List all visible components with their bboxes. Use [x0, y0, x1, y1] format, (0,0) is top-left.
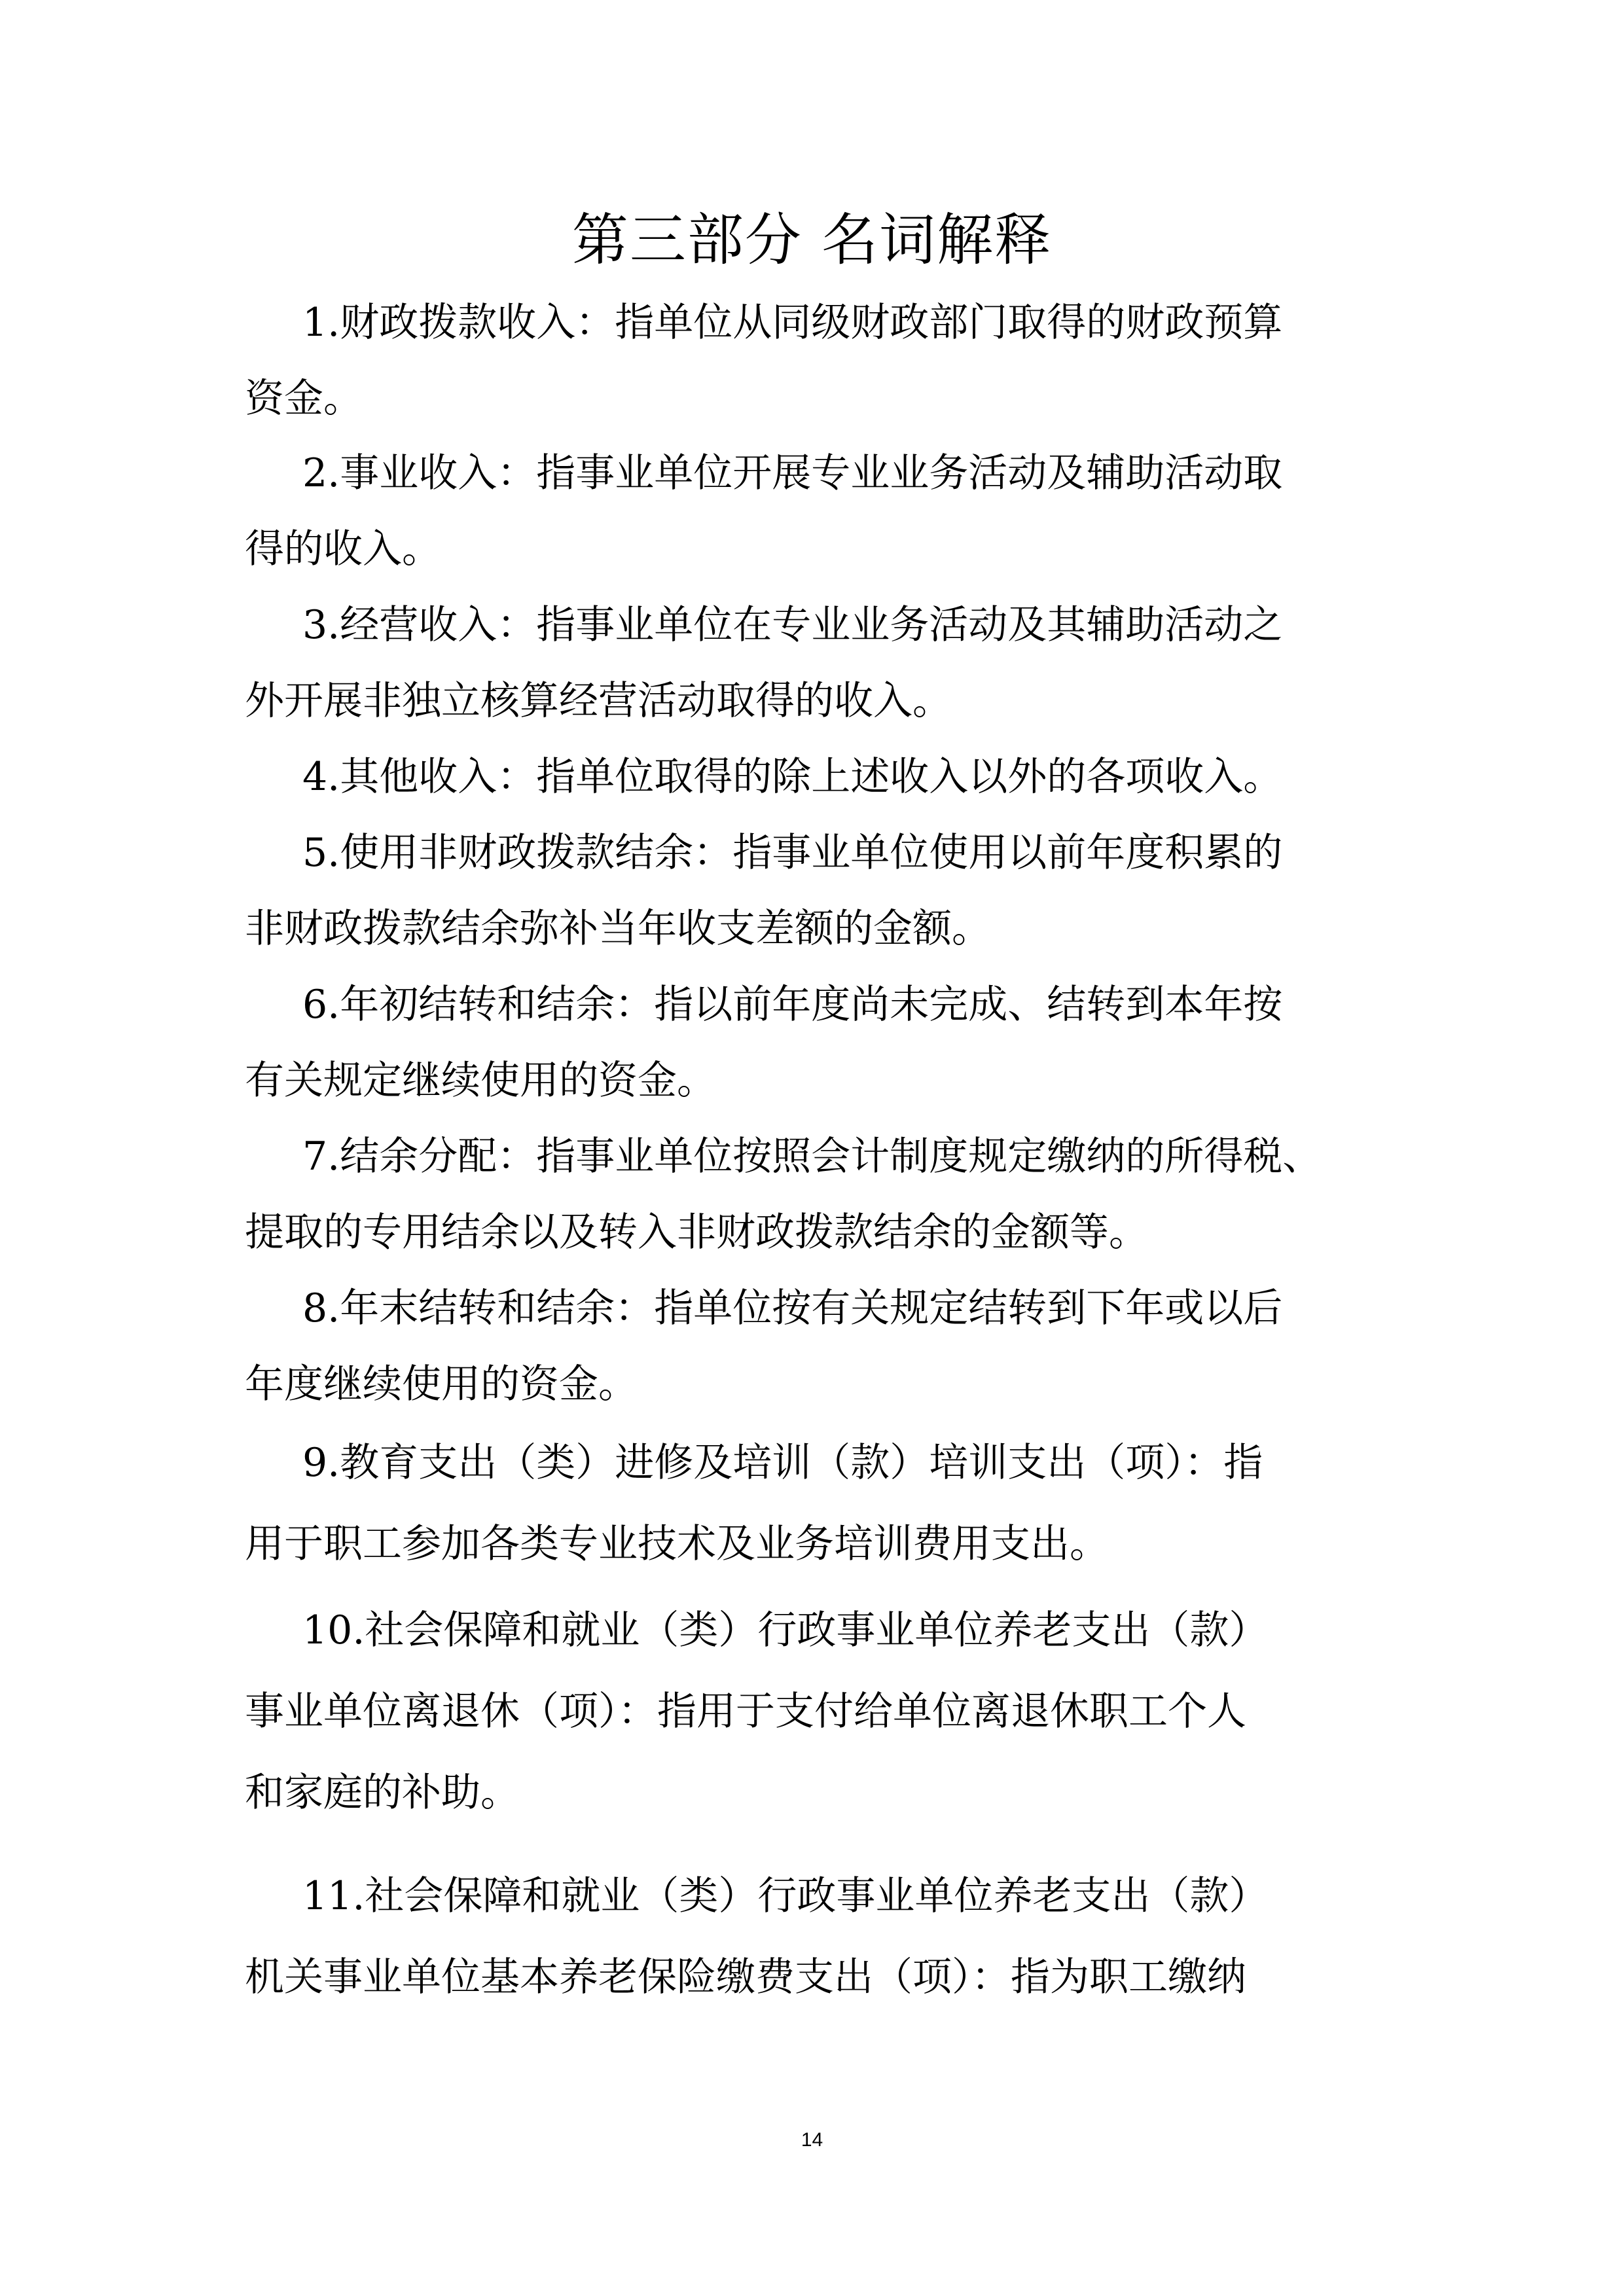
definition-line: 9.教育支出（类）进修及培训（款）培训支出（项）：指 [302, 1440, 1263, 1486]
definition-line: 外开展非独立核算经营活动取得的收入。 [245, 678, 952, 724]
definition-line: 提取的专用结余以及转入非财政拨款结余的金额等。 [245, 1210, 1148, 1255]
definition-line: 8.年末结转和结余：指单位按有关规定结转到下年或以后 [302, 1285, 1283, 1331]
definition-line: 机关事业单位基本养老保险缴费支出（项）：指为职工缴纳 [245, 1954, 1246, 2000]
definition-line: 7.结余分配：指事业单位按照会计制度规定缴纳的所得税、 [302, 1134, 1322, 1179]
definition-line: 有关规定继续使用的资金。 [245, 1058, 716, 1103]
definition-line: 得的收入。 [245, 526, 441, 572]
page-number: 14 [801, 2129, 823, 2151]
definition-line: 非财政拨款结余弥补当年收支差额的金额。 [245, 906, 991, 952]
definition-line: 用于职工参加各类专业技术及业务培训费用支出。 [245, 1521, 1109, 1567]
definition-line: 事业单位离退休（项）：指用于支付给单位离退休职工个人 [245, 1689, 1246, 1734]
page-title: 第三部分 名词解释 [571, 207, 1053, 273]
definition-line: 11.社会保障和就业（类）行政事业单位养老支出（款） [302, 1873, 1269, 1919]
definition-line: 资金。 [245, 376, 363, 422]
definition-line: 1.财政拨款收入：指单位从同级财政部门取得的财政预算 [302, 300, 1283, 346]
definition-line: 和家庭的补助。 [245, 1770, 520, 1816]
definition-line: 2.事业收入：指事业单位开展专业业务活动及辅助活动取 [302, 450, 1283, 496]
definition-line: 3.经营收入：指事业单位在专业业务活动及其辅助活动之 [302, 602, 1283, 648]
definition-line: 年度继续使用的资金。 [245, 1361, 638, 1407]
definition-line: 10.社会保障和就业（类）行政事业单位养老支出（款） [302, 1607, 1269, 1653]
definition-line: 6.年初结转和结余：指以前年度尚未完成、结转到本年按 [302, 982, 1283, 1028]
definition-line: 5.使用非财政拨款结余：指事业单位使用以前年度积累的 [302, 830, 1283, 876]
definition-line: 4.其他收入：指单位取得的除上述收入以外的各项收入。 [302, 754, 1283, 800]
